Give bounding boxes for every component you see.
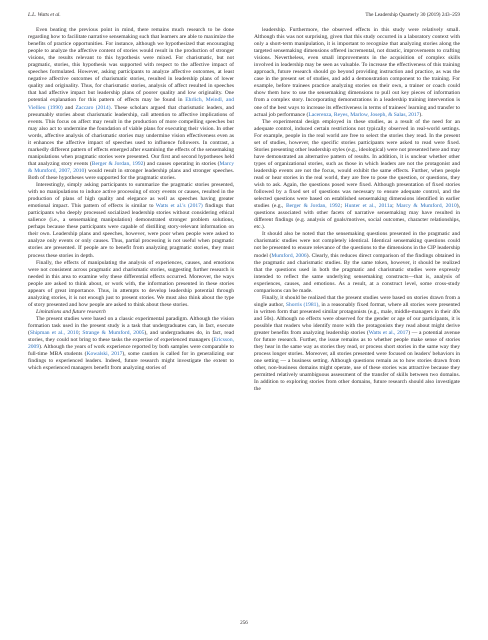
paragraph-text: findings that participants who deeply processed socialized leadership stories without considering ethical salience (i.e., a sensemaking manipulation) demonstrated stronger problem solutions, perhaps because these participants were capable of distilling story-relevant information on their own. Leadership plans and speeches, however, were poor when people were asked to analyze only events or only causes. Thus, partial processing is not useful when pragmatic stories are presented. If people are to benefit from analyzing pragmatic stories, they must process these stories in depth.: [28, 203, 234, 259]
paragraph-text: ) and causes operating in stories (: [143, 160, 220, 167]
citation-link[interactable]: Berger & Jordan, 1992: [285, 203, 341, 210]
paragraph-text: ;: [340, 203, 345, 210]
citation-link[interactable]: Watts et al.'s (2017): [155, 203, 203, 210]
paragraph: [28, 27, 234, 182]
paragraph: [254, 27, 460, 119]
paragraph-text: ;: [392, 203, 397, 210]
page-number: 256: [240, 620, 248, 626]
paragraph: [254, 231, 460, 294]
right-column-body: [254, 27, 460, 393]
paragraph-text: It should also be noted that the sensemaking questions presented in the pragmatic and charismatic studies were not completely identical. Identical sensemaking questions could not be presented to ensure relevance of the questions to the dimensions in the CIP leadership model (: [254, 231, 460, 259]
paragraph-text: , in a reasonably fixed format, where all stories were presented in written form that presented similar protagonists (e.g., male, middle-managers in their 40s and 50s). Although no effects were observed for the gender or age of our participants, it is possible that readers who identify more with the protagonists they read about might derive greater benefits from analyzing leadership stories (: [254, 301, 461, 337]
citation-link[interactable]: Shorris (1981): [285, 301, 319, 308]
running-head-authors: L.L. Watts et al.: [28, 12, 61, 18]
paragraph: [28, 316, 234, 372]
paragraph: [254, 119, 460, 232]
paragraph-text: ;: [78, 330, 83, 337]
paragraph: [28, 182, 234, 260]
citation-link[interactable]: Shipman et al., 2010: [29, 330, 79, 337]
paragraph-text: The experimental design employed in these studies, as a result of the need for an adequate control, induced certain restrictions not typically observed in real-world settings. For example, people in the real world are free to select the stories they read. In the present set of studies, however, the specific stories participants were asked to read were fixed. Stories presenting other leadership styles (e.g., ideological) were not presented here and may have demonstrated an alternative pattern of results. In addition, it is unclear whether other types of organizational stories, such as those in which leaders are not the protagonist and leadership events are not the focus, would exhibit the same effects. Further, when people read or hear stories in the real world, they are free to pose the question, or questions, they wish to ask. Again, the questions posed were fixed. Although presentation of fixed stories followed by a fixed set of questions was necessary to ensure adequate control, and the selected questions were based on established sensemaking dimensions identified in earlier studies (e.g.,: [254, 118, 460, 210]
paragraph-text: ).: [419, 111, 423, 118]
citation-link[interactable]: Watts et al., 2017: [368, 330, 409, 337]
citation-link[interactable]: Hunter et al., 2011a: [344, 203, 393, 210]
citation-link[interactable]: Mumford, 2006: [271, 252, 307, 259]
citation-link[interactable]: Lacerenza, Reyes, Marlow, Joseph, & Salas, 2017: [308, 111, 420, 118]
right-column: [254, 27, 460, 393]
paragraph-text: ), questions associated with other facets of narrative sensemaking may have resulted in different findings (e.g. analysis of goals/motives, social outcomes, character relationships, etc.).: [254, 203, 460, 231]
citation-link[interactable]: Ericsson, 2009: [28, 337, 234, 351]
running-head: [28, 10, 460, 20]
paragraph-text: ). Although the years of work experience reported by both samples were comparable to full-time MBA students (: [28, 344, 234, 358]
paragraph-text: ) would result in stronger leadership plans and stronger speeches. Both of these hypotheses were supported for the pragmatic stories.: [28, 167, 234, 181]
citation-link[interactable]: Marcy & Mumford, 2007, 2010: [28, 160, 234, 174]
left-column-body: [28, 27, 234, 309]
paragraph-text: ). Clearly, this reduces direct comparison of the findings obtained in the pragmatic and charismatic studies. By the same token, however, it should be realized that the questions used in both the pragmatic and charismatic studies were expressly intended to reflect the same underlying sensemaking constructs—that is, analysis of experiences, causes, and emotions. As a result, at a construct level, some cross-study comparisons can be made.: [254, 252, 460, 294]
citation-link[interactable]: Strange & Mumford, 2005: [82, 330, 145, 337]
paragraph: [28, 260, 234, 309]
paragraph-text: Finally, it should be realized that the present studies were based on stories drawn from a single author,: [254, 294, 460, 308]
paragraph-text: Interestingly, simply asking participants to summarize the pragmatic stories presented, with no manipulations to induce active processing of story events or causes, resulted in the production of plans of high quality and elegance as well as speeches having greater emotional impact. This pattern of effects is similar to: [28, 182, 234, 210]
paragraph-text: Finally, the effects of manipulating the analysis of experiences, causes, and emotions were not consistent across pragmatic and charismatic stories, suggesting further research is needed in this area to examine why these differential effects occurred. Moreover, the ways people are asked to think about, or work with, the information presented in these stories appears of great importance. Thus, in attempts to develop leadership potential through analyzing stories, it is not enough just to present stories. We must also think about the type of story presented and how people are asked to think about these stories.: [28, 259, 234, 308]
left-column: [28, 27, 234, 372]
paragraph-text: ), and undergraduates do, in fact, read stories, they could not bring to these tasks the expertise of experienced managers (: [28, 330, 234, 344]
running-head-journal: The Leadership Quarterly 30 (2019) 243–259: [365, 12, 460, 18]
citation-link[interactable]: Berger & Jordan, 1992: [91, 160, 144, 167]
citation-link[interactable]: Kowalski, 2017: [86, 351, 123, 358]
paragraph-text: Even beating the previous point in mind, there remains much research to be done regarding how to facilitate narrative sensemaking such that learners are able to maximize the benefits of practice opportunities. For instance, although we hypothesized that encouraging people to analyze the affective content of stories would result in the production of stronger visions, the results relevant to this hypothesis were mixed. For charismatic, but not pragmatic, stories, this hypothesis was supported with respect to the affective impact of speeches formulated. However, asking participants to analyze affective outcomes, at least negative affective outcomes of charismatic stories, resulted in leadership plans of lower quality and originality. Thus, for charismatic stories, analysis of affect resulted in speeches that had affective impact but leadership plans of poorer quality and low originality. One potential explanation for this pattern of effects may be found in: [28, 27, 234, 104]
paragraph: [254, 295, 460, 394]
paragraph-text: The present studies were based on a classic experimental paradigm. Although the vision formation task used in the present study is a task that undergraduates can, in fact, execute (: [28, 315, 234, 337]
section-heading-limitations: Limitations and future research: [36, 308, 106, 315]
citation-link[interactable]: Zaccaro (2014): [75, 104, 111, 111]
paragraph-text: ) — a potential avenue for future research. Further, the issue remains as to whether people make sense of stories they hear in the same way as stories they read, or process short stories in the same way they process longer stories. Moreover, all stories presented were focused on leaders' behaviors in one setting — a business setting. Although questions remain as to how stories drawn from other, non-business domains might operate, use of these stories was attractive because they permitted relatively unambiguous assessment of the transfer of skills between two domains. In addition to exploring stories from other domains, future research should also investigate the: [254, 330, 460, 393]
citation-link[interactable]: Ehrlich, Meindl, and Viellieu (1990): [28, 97, 235, 111]
paragraph-text: ), some caution is called for in generalizing our findings to experienced leaders. Indeed, future research might investigate the extent to which experienced managers benefit from analyzing stories of: [28, 351, 234, 372]
paragraph-text: . These scholars argued that charismatic leaders, and presumably stories about charismatic leadership, call attention to affective implications of events. This focus on affect may result in the production of more compelling speeches but may also act to undermine the foundation of viable plans for executing their vision. In other words, affective analysis of charismatic stories may undermine vision effectiveness even as it enhances the affective impact of speeches used to influence followers. In contrast, a markedly different pattern of effects emerged after examining the effects of the sensemaking manipulations when pragmatic stories were presented. Our first and second hypotheses held that analyzing story events (: [28, 104, 234, 167]
paragraph-text: and: [62, 104, 76, 111]
paragraph-text: leadership. Furthermore, the observed effects in this study were relatively small. Although this was not surprising, given that this study occurred in a laboratory context with only a short-term manipulation, it is important to recognize that analyzing stories along the targeted sensemaking dimensions offered incremental, not drastic, improvements to crafting visions. Nevertheless, even small improvements in the acquisition of complex skills involved in leadership may be seen as valuable. To increase the effectiveness of this training approach, future research should go beyond providing instruction and practice, as was the case in the present set of studies, and add a demonstration component to the training. For example, before trainees practice analyzing stories on their own, a trainer or coach could show them how to use the sensemaking dimensions to pull out key pieces of information from a complex story. Incorporating demonstrations in a leadership training intervention is one of the best ways to increase its effectiveness in terms of trainees' learning and transfer to actual job performance (: [254, 27, 460, 118]
left-column-body-continued: [28, 316, 234, 372]
citation-link[interactable]: Marcy & Mumford, 2010: [396, 203, 457, 210]
